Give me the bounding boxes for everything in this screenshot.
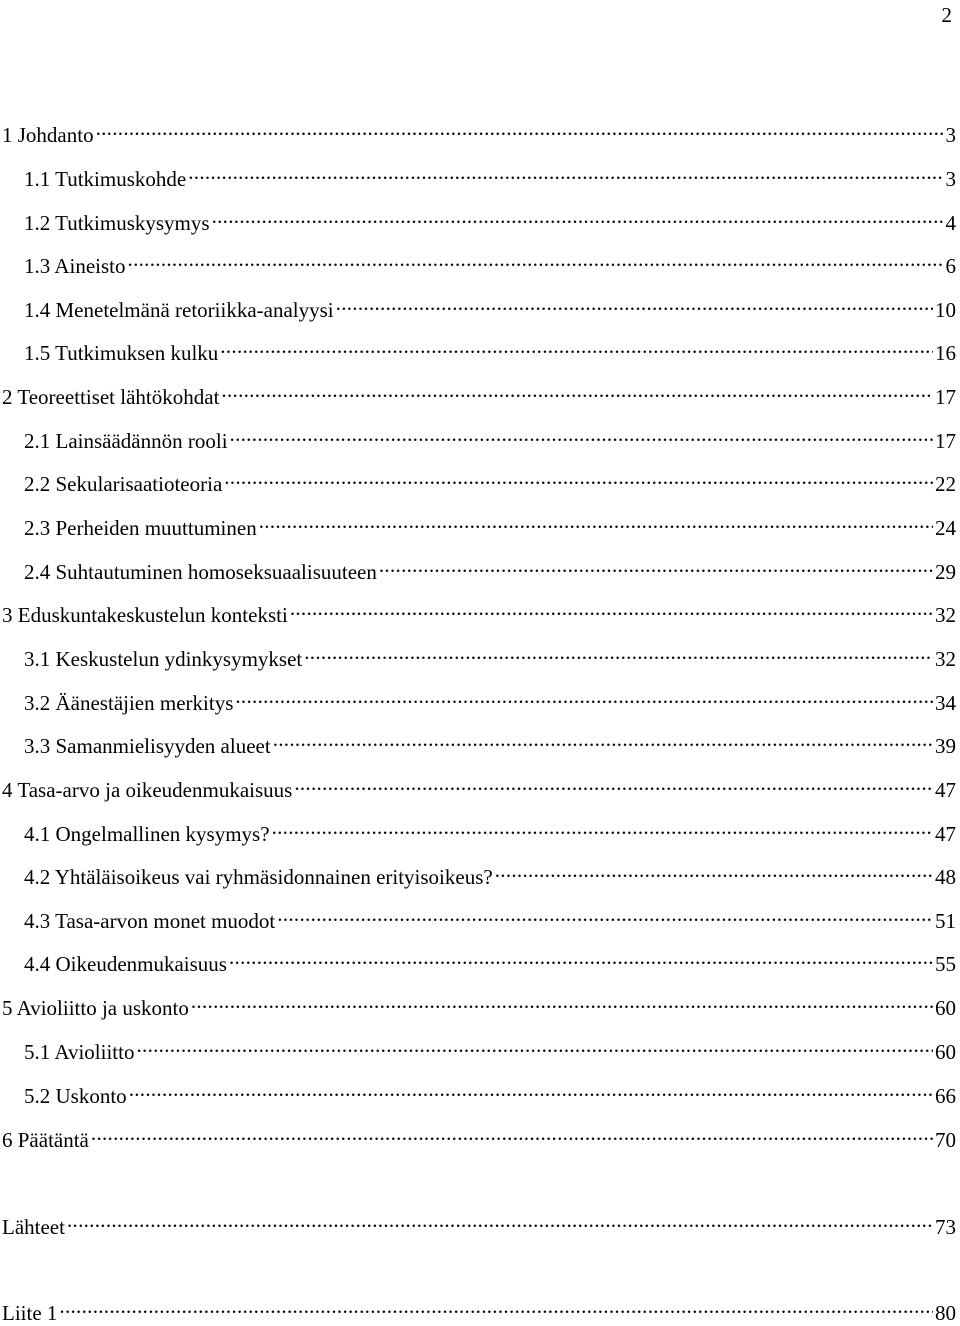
page-number: 2	[941, 3, 952, 27]
toc-entry-page: 80	[935, 1301, 956, 1325]
toc-entry[interactable]	[2, 1294, 956, 1326]
toc-entry-page: 4	[945, 211, 956, 235]
toc-entry[interactable]	[2, 771, 956, 803]
toc-entry-page: 60	[935, 996, 956, 1020]
toc-entry[interactable]	[2, 596, 956, 628]
toc-entry-title: 5.2 Uskonto	[24, 1084, 127, 1108]
toc-leader-dots	[229, 945, 933, 971]
toc-entry-page: 66	[935, 1084, 956, 1108]
toc-leader-dots	[290, 596, 933, 622]
toc-entry-title: 1.1 Tutkimuskohde	[24, 167, 187, 191]
toc-leader-dots	[235, 684, 933, 710]
toc-leader-dots	[336, 291, 933, 317]
toc-entry-page: 10	[935, 298, 956, 322]
toc-entry-title: 3.3 Samanmielisyyden alueet	[24, 734, 271, 758]
toc-entry[interactable]	[2, 116, 956, 148]
toc-leader-dots	[188, 160, 943, 186]
toc-leader-dots	[96, 116, 944, 142]
toc-leader-dots	[277, 902, 933, 928]
toc-entry[interactable]	[2, 902, 956, 934]
toc-entry-title: 2.2 Sekularisaatioteoria	[24, 472, 223, 496]
toc-entry-title: Lähteet	[2, 1215, 65, 1239]
toc-entry-page: 39	[935, 734, 956, 758]
toc-leader-dots	[128, 247, 944, 273]
toc-entry-title: 2.4 Suhtautuminen homoseksuaalisuuteen	[24, 560, 377, 584]
toc-entry[interactable]	[2, 509, 956, 541]
toc-entry-page: 32	[935, 647, 956, 671]
toc-entry-title: 1.2 Tutkimuskysymys	[24, 211, 210, 235]
toc-leader-dots	[230, 422, 933, 448]
toc-leader-dots	[304, 640, 933, 666]
toc-entry[interactable]	[2, 1121, 956, 1153]
toc-entry[interactable]	[2, 465, 956, 497]
toc-entry-title: 3.2 Äänestäjien merkitys	[24, 691, 234, 715]
toc-entry[interactable]	[2, 378, 956, 410]
toc-entry-page: 17	[935, 385, 956, 409]
toc-entry-page: 70	[935, 1128, 956, 1152]
toc-entry-title: 5 Avioliitto ja uskonto	[2, 996, 189, 1020]
toc-entry-page: 60	[935, 1040, 956, 1064]
toc-entry-page: 73	[935, 1215, 956, 1239]
toc-entry-page: 16	[935, 341, 956, 365]
toc-entry-title: 3 Eduskuntakeskustelun konteksti	[2, 603, 288, 627]
toc-entry[interactable]	[2, 945, 956, 977]
toc-entry-title: 6 Päätäntä	[2, 1128, 89, 1152]
toc-entry-page: 3	[945, 123, 956, 147]
toc-entry-title: 1.3 Aineisto	[24, 254, 126, 278]
toc-entry-page: 34	[935, 691, 956, 715]
toc-leader-dots	[224, 465, 933, 491]
toc-entry-page: 47	[935, 778, 956, 802]
toc-entry-title: 2 Teoreettiset lähtökohdat	[2, 385, 220, 409]
toc-entry-title: 4.4 Oikeudenmukaisuus	[24, 952, 227, 976]
toc-entry-page: 22	[935, 472, 956, 496]
toc-entry-title: Liite 1	[2, 1301, 58, 1325]
toc-leader-dots	[67, 1208, 933, 1234]
toc-entry-page: 3	[945, 167, 956, 191]
toc-entry-page: 17	[935, 429, 956, 453]
toc-leader-dots	[220, 334, 933, 360]
toc-entry-page: 51	[935, 909, 956, 933]
toc-entry[interactable]	[2, 640, 956, 672]
toc-entry[interactable]	[2, 989, 956, 1021]
toc-leader-dots	[495, 858, 933, 884]
toc-entry[interactable]	[2, 204, 956, 236]
toc-leader-dots	[136, 1033, 933, 1059]
toc-leader-dots	[259, 509, 933, 535]
toc-entry-page: 24	[935, 516, 956, 540]
toc-leader-dots	[294, 771, 933, 797]
toc-entry-title: 5.1 Avioliitto	[24, 1040, 135, 1064]
toc-entry[interactable]	[2, 727, 956, 759]
toc-entry-page: 55	[935, 952, 956, 976]
toc-entry-page: 48	[935, 865, 956, 889]
toc-leader-dots	[59, 1294, 933, 1320]
toc-entry-title: 1.5 Tutkimuksen kulku	[24, 341, 219, 365]
toc-entry[interactable]	[2, 1077, 956, 1109]
toc-entry-page: 47	[935, 822, 956, 846]
toc-leader-dots	[129, 1077, 933, 1103]
toc-entry[interactable]	[2, 858, 956, 890]
toc-leader-dots	[212, 204, 944, 230]
toc-entry-title: 4 Tasa-arvo ja oikeudenmukaisuus	[2, 778, 293, 802]
toc-entry-title: 1 Johdanto	[2, 123, 94, 147]
toc-leader-dots	[379, 553, 933, 579]
toc-entry-title: 2.3 Perheiden muuttuminen	[24, 516, 257, 540]
toc-leader-dots	[273, 727, 933, 753]
toc-leader-dots	[272, 815, 933, 841]
toc-leader-dots	[221, 378, 933, 404]
toc-entry-page: 6	[945, 254, 956, 278]
toc-entry[interactable]	[2, 247, 956, 279]
toc-entry-page: 32	[935, 603, 956, 627]
toc-entry[interactable]	[2, 334, 956, 366]
toc-entry[interactable]	[2, 815, 956, 847]
toc-entry[interactable]	[2, 1033, 956, 1065]
toc-leader-dots	[91, 1121, 933, 1147]
toc-entry-title: 4.1 Ongelmallinen kysymys?	[24, 822, 270, 846]
toc-entry[interactable]	[2, 1208, 956, 1240]
toc-entry[interactable]	[2, 422, 956, 454]
toc-entry-title: 2.1 Lainsäädännön rooli	[24, 429, 228, 453]
toc-entry-title: 3.1 Keskustelun ydinkysymykset	[24, 647, 303, 671]
toc-entry[interactable]	[2, 684, 956, 716]
toc-entry-page: 29	[935, 560, 956, 584]
toc-entry[interactable]	[2, 553, 956, 585]
toc-entry-title: 4.3 Tasa-arvon monet muodot	[24, 909, 276, 933]
toc-entry[interactable]	[2, 291, 956, 323]
toc-leader-dots	[191, 989, 933, 1015]
toc-entry-title: 1.4 Menetelmänä retoriikka-analyysi	[24, 298, 334, 322]
toc-entry[interactable]	[2, 160, 956, 192]
toc-entry-title: 4.2 Yhtäläisoikeus vai ryhmäsidonnainen erityisoikeus?	[24, 865, 493, 889]
